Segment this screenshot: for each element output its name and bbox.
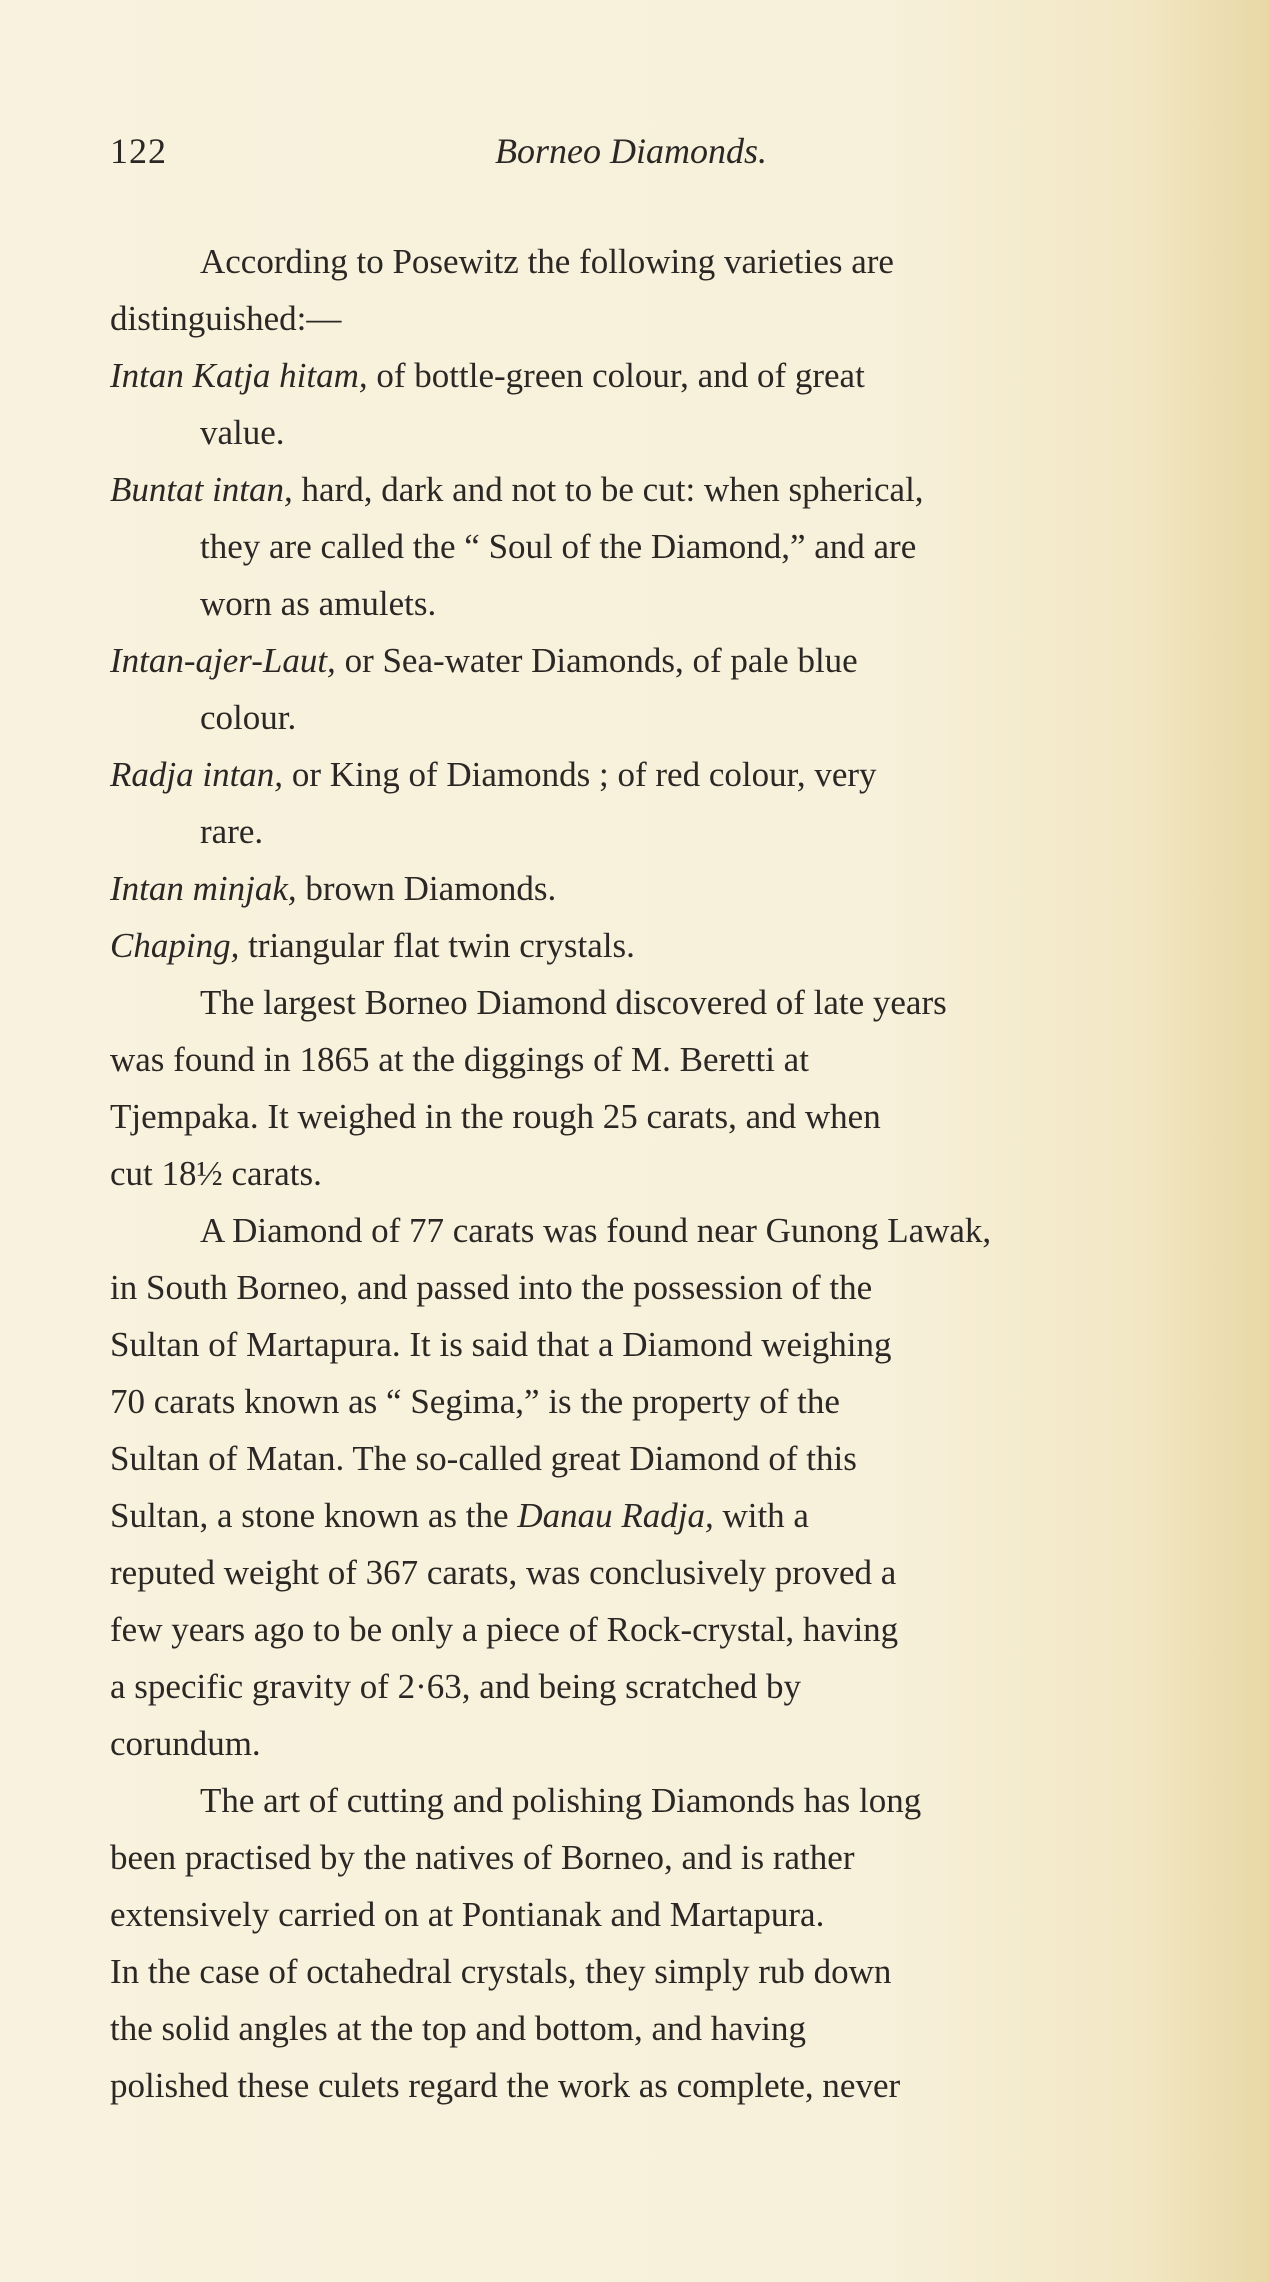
- text-line: a specific gravity of 2·63, and being scratched by: [110, 1667, 801, 1706]
- text-line: the solid angles at the top and bottom, and having: [110, 2009, 806, 2048]
- text-line: extensively carried on at Pontianak and Martapura.: [110, 1895, 825, 1934]
- text-line: A Diamond of 77 carats was found near Gunong Lawak,: [200, 1211, 992, 1250]
- text-line: According to Posewitz the following varieties are: [200, 242, 894, 281]
- text-line: 70 carats known as “ Segima,” is the property of the: [110, 1382, 840, 1421]
- list-item: Intan-ajer-Laut, or Sea-water Diamonds, of pale blue: [110, 641, 858, 680]
- text-line: In the case of octahedral crystals, they simply rub down: [110, 1952, 892, 1991]
- text-line: rare.: [200, 812, 264, 851]
- text-line: worn as amulets.: [200, 584, 437, 623]
- text-line: Sultan of Matan. The so-called great Diamond of this: [110, 1439, 857, 1478]
- page-number: 122: [110, 131, 167, 171]
- text-line: The art of cutting and polishing Diamonds has long: [200, 1781, 922, 1820]
- text-line: been practised by the natives of Borneo, and is rather: [110, 1838, 855, 1877]
- text-line: colour.: [200, 698, 297, 737]
- list-item: Radja intan, or King of Diamonds ; of red colour, very: [110, 755, 877, 794]
- text-line: cut 18½ carats.: [110, 1154, 322, 1193]
- list-item: Intan minjak, brown Diamonds.: [110, 869, 557, 908]
- text-line: Sultan, a stone known as the Danau Radja, with a: [110, 1496, 809, 1535]
- text-line: they are called the “ Soul of the Diamond,” and are: [200, 527, 917, 566]
- text-line: The largest Borneo Diamond discovered of late years: [200, 983, 947, 1022]
- running-head: Borneo Diamonds.: [495, 131, 767, 171]
- text-line: few years ago to be only a piece of Rock-crystal, having: [110, 1610, 899, 1649]
- body-text: [110, 233, 1200, 2114]
- text-line: corundum.: [110, 1724, 261, 1763]
- list-item: Chaping, triangular flat twin crystals.: [110, 926, 635, 965]
- list-item: Intan Katja hitam, of bottle-green colour, and of great: [110, 356, 865, 395]
- text-line: polished these culets regard the work as complete, never: [110, 2066, 901, 2105]
- text-line: in South Borneo, and passed into the possession of the: [110, 1268, 873, 1307]
- list-item: Buntat intan, hard, dark and not to be cut: when spherical,: [110, 470, 924, 509]
- text-line: value.: [200, 413, 285, 452]
- text-line: Sultan of Martapura. It is said that a Diamond weighing: [110, 1325, 892, 1364]
- page-header: [110, 130, 1200, 190]
- text-line: distinguished:—: [110, 299, 342, 338]
- text-line: reputed weight of 367 carats, was conclusively proved a: [110, 1553, 897, 1592]
- text-line: was found in 1865 at the diggings of M. Beretti at: [110, 1040, 809, 1079]
- text-line: Tjempaka. It weighed in the rough 25 carats, and when: [110, 1097, 881, 1136]
